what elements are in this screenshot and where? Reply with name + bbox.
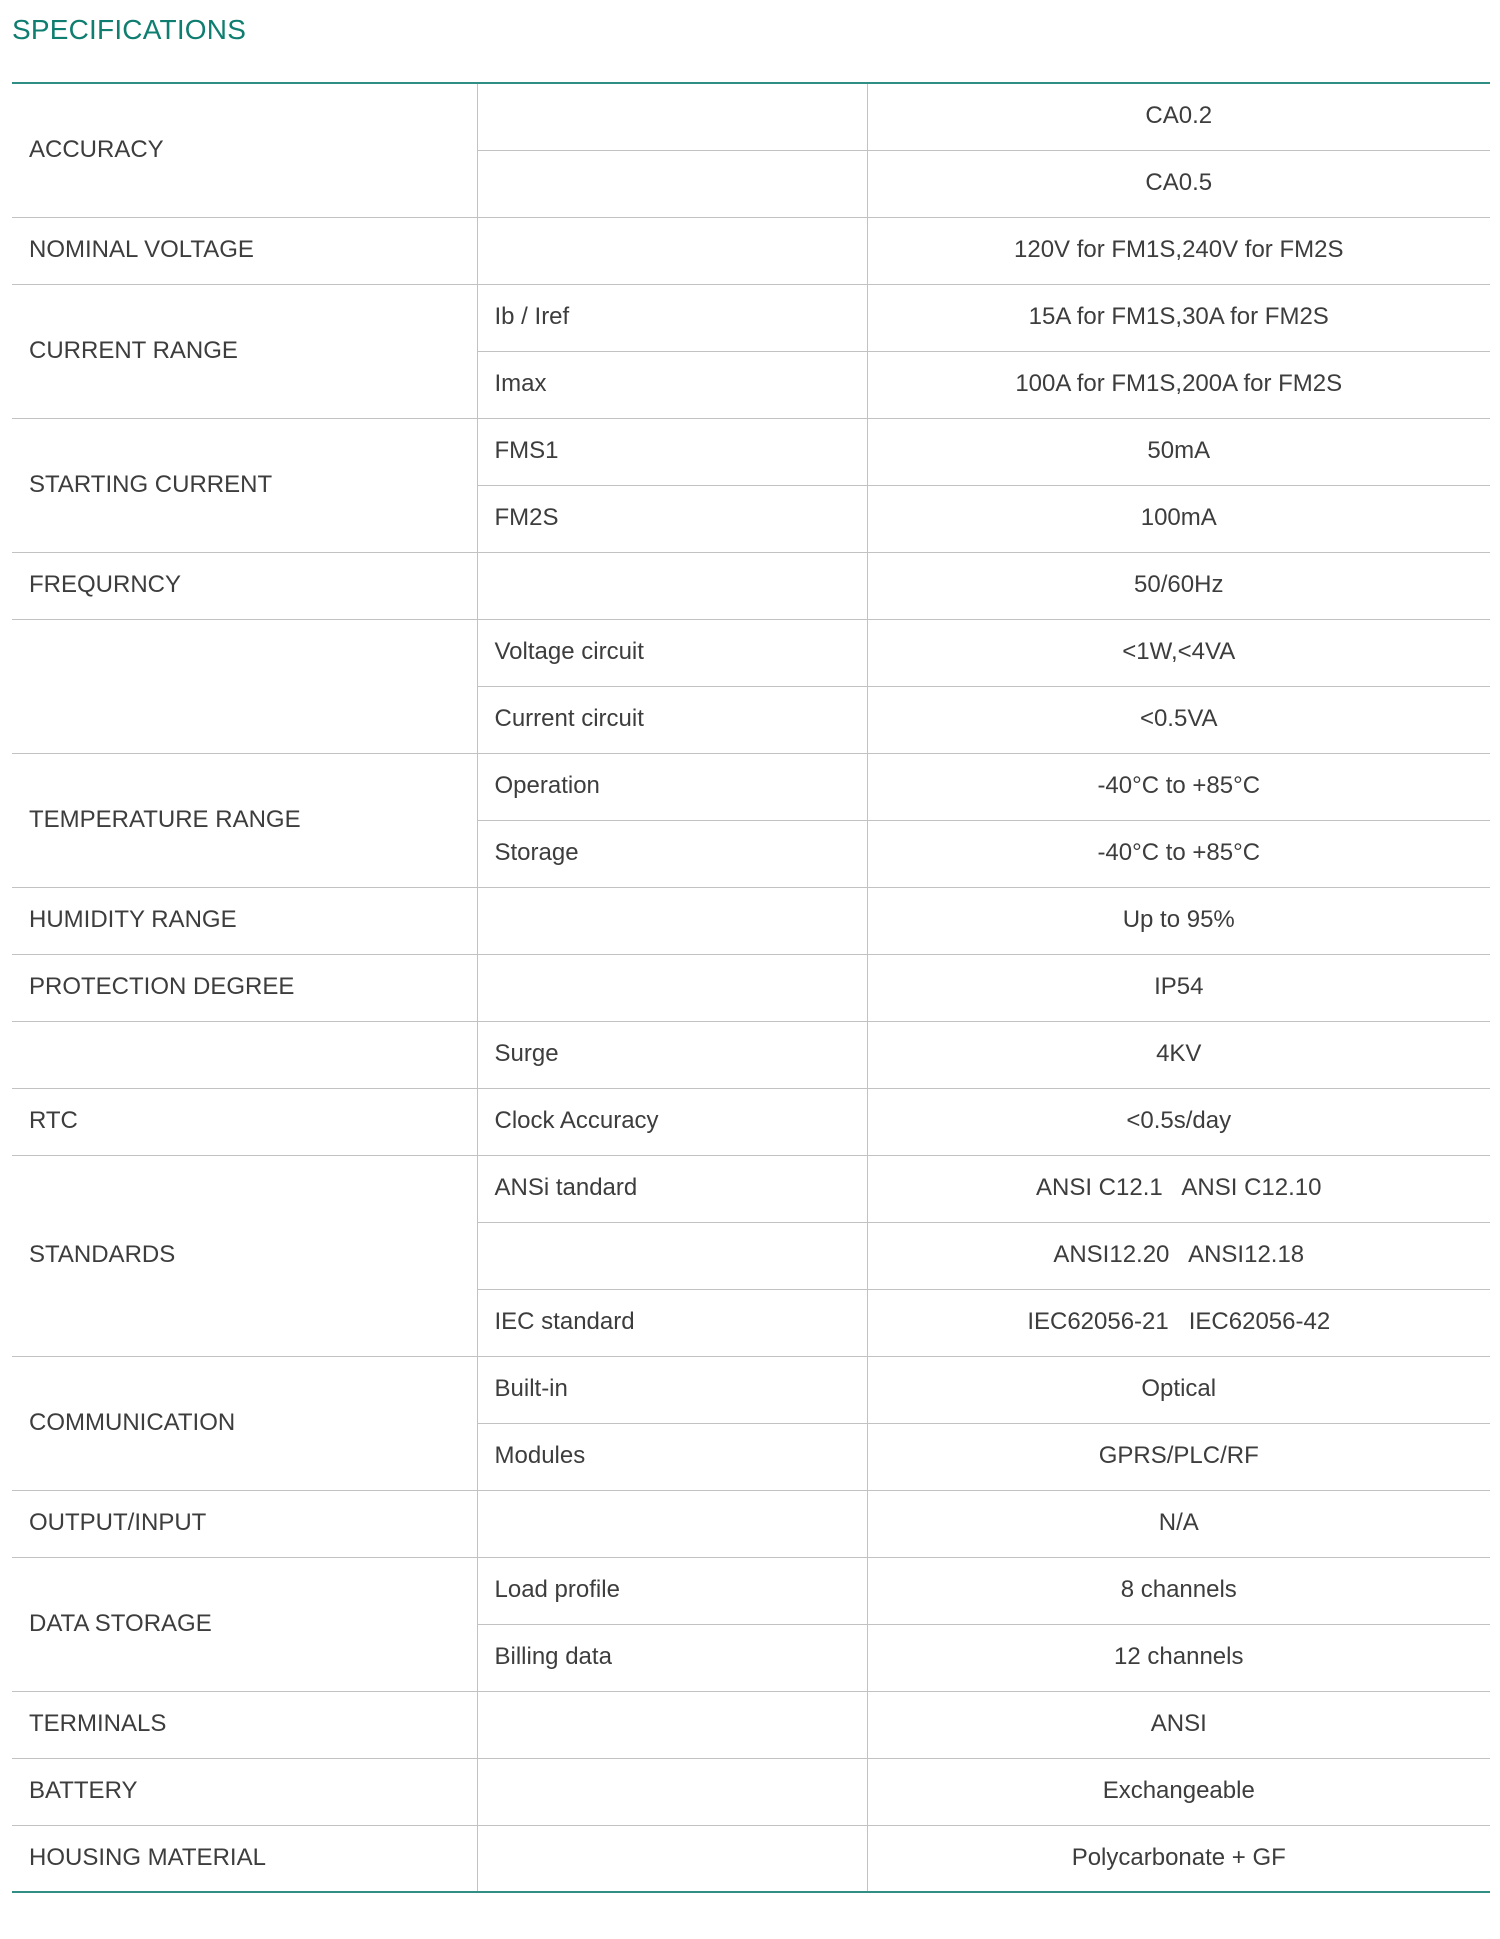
table-row [12,1825,1490,1892]
table-row [12,1490,1490,1557]
spec-subcategory: FMS1 [477,418,867,485]
spec-subcategory [477,1758,867,1825]
spec-category [12,1021,477,1088]
spec-value: <0.5s/day [867,1088,1490,1155]
spec-category [12,619,477,753]
spec-subcategory: Current circuit [477,686,867,753]
spec-category: STANDARDS [12,1155,477,1356]
spec-category: FREQURNCY [12,552,477,619]
spec-value: CA0.2 [867,83,1490,150]
spec-subcategory [477,552,867,619]
spec-value: 12 channels [867,1624,1490,1691]
page-title: SPECIFICATIONS [12,14,247,45]
spec-value: 50mA [867,418,1490,485]
table-row [12,1021,1490,1088]
spec-value: ANSI C12.1 ANSI C12.10 [867,1155,1490,1222]
spec-value: IP54 [867,954,1490,1021]
spec-subcategory [477,217,867,284]
spec-subcategory [477,1222,867,1289]
spec-category: DATA STORAGE [12,1557,477,1691]
spec-value: 8 channels [867,1557,1490,1624]
spec-value: -40°C to +85°C [867,753,1490,820]
spec-value: 50/60Hz [867,552,1490,619]
spec-category: TEMPERATURE RANGE [12,753,477,887]
spec-category: HUMIDITY RANGE [12,887,477,954]
spec-value: CA0.5 [867,150,1490,217]
spec-subcategory [477,150,867,217]
spec-value: ANSI12.20 ANSI12.18 [867,1222,1490,1289]
spec-value: Polycarbonate + GF [867,1825,1490,1892]
table-row [12,83,1490,150]
spec-value: 4KV [867,1021,1490,1088]
table-row [12,1691,1490,1758]
spec-value: 120V for FM1S,240V for FM2S [867,217,1490,284]
spec-category: RTC [12,1088,477,1155]
table-row [12,1155,1490,1222]
spec-subcategory: Operation [477,753,867,820]
spec-subcategory: Load profile [477,1557,867,1624]
table-row [12,1557,1490,1624]
spec-category: CURRENT RANGE [12,284,477,418]
spec-subcategory [477,1691,867,1758]
spec-subcategory: Built-in [477,1356,867,1423]
spec-value: IEC62056-21 IEC62056-42 [867,1289,1490,1356]
table-row [12,1088,1490,1155]
spec-subcategory: Voltage circuit [477,619,867,686]
spec-value: Optical [867,1356,1490,1423]
spec-category: HOUSING MATERIAL [12,1825,477,1892]
spec-subcategory: Surge [477,1021,867,1088]
table-row [12,954,1490,1021]
table-row [12,1758,1490,1825]
spec-subcategory: Billing data [477,1624,867,1691]
spec-subcategory: Imax [477,351,867,418]
spec-value: -40°C to +85°C [867,820,1490,887]
spec-value: 15A for FM1S,30A for FM2S [867,284,1490,351]
spec-subcategory: ANSi tandard [477,1155,867,1222]
spec-category: COMMUNICATION [12,1356,477,1490]
spec-category: NOMINAL VOLTAGE [12,217,477,284]
spec-value: GPRS/PLC/RF [867,1423,1490,1490]
spec-subcategory [477,1825,867,1892]
table-row [12,753,1490,820]
table-row [12,1356,1490,1423]
spec-subcategory [477,1490,867,1557]
specifications-table [12,82,1490,1893]
spec-category: OUTPUT/INPUT [12,1490,477,1557]
spec-value: N/A [867,1490,1490,1557]
table-row [12,284,1490,351]
spec-category: BATTERY [12,1758,477,1825]
table-row [12,217,1490,284]
spec-subcategory: IEC standard [477,1289,867,1356]
spec-subcategory: Storage [477,820,867,887]
spec-subcategory: Modules [477,1423,867,1490]
spec-subcategory [477,954,867,1021]
table-row [12,418,1490,485]
spec-value: Exchangeable [867,1758,1490,1825]
spec-value: ANSI [867,1691,1490,1758]
spec-subcategory: Ib / Iref [477,284,867,351]
spec-subcategory [477,83,867,150]
spec-category: STARTING CURRENT [12,418,477,552]
spec-subcategory: FM2S [477,485,867,552]
table-row [12,552,1490,619]
spec-value: <0.5VA [867,686,1490,753]
spec-subcategory [477,887,867,954]
spec-value: 100mA [867,485,1490,552]
spec-category: ACCURACY [29,135,164,163]
spec-category: TERMINALS [12,1691,477,1758]
table-row [12,887,1490,954]
spec-subcategory: Clock Accuracy [477,1088,867,1155]
spec-value: Up to 95% [867,887,1490,954]
spec-value: <1W,<4VA [867,619,1490,686]
table-row [12,619,1490,686]
spec-value: 100A for FM1S,200A for FM2S [867,351,1490,418]
spec-category: PROTECTION DEGREE [12,954,477,1021]
